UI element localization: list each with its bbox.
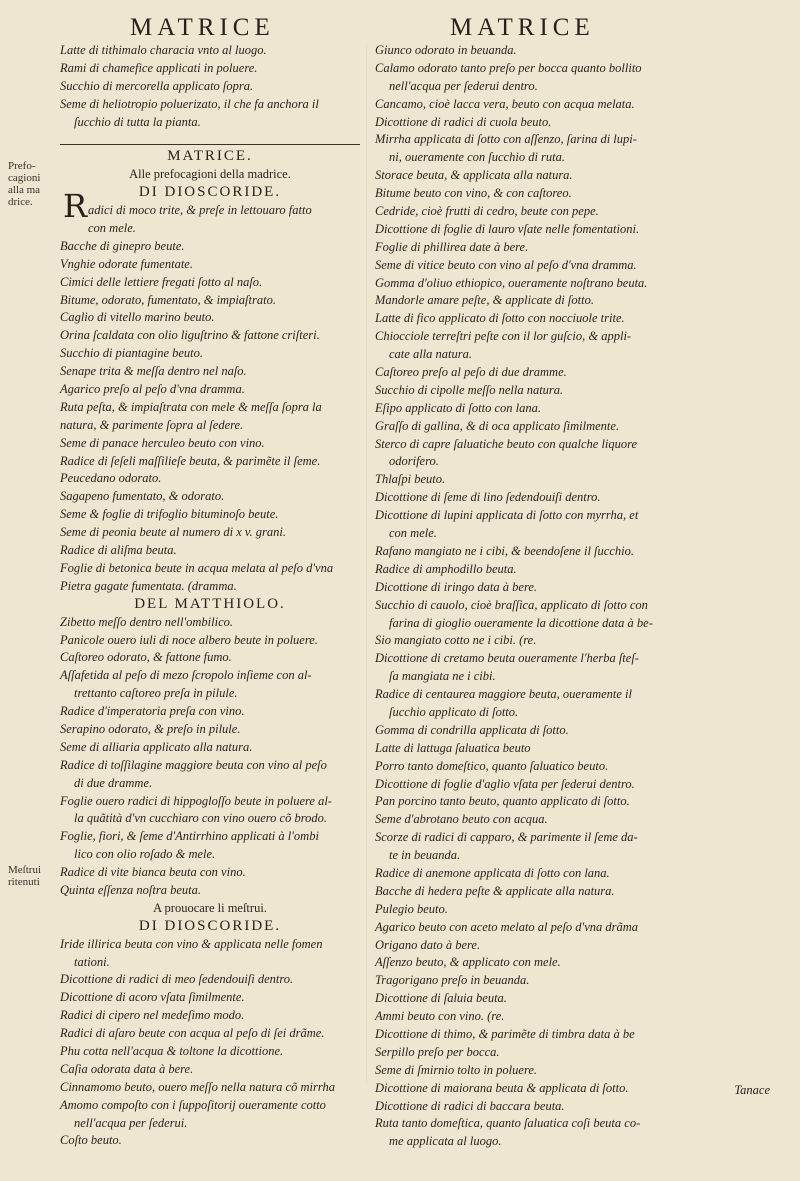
text-line: Bitume, odorato, fumentato, & impiaſtrato. [60, 292, 276, 307]
margin-note-line: Prefo- [8, 160, 36, 172]
text-line: Tragorigano preſo in beuanda. [375, 973, 530, 988]
text-line: Dicottione di lupini applicata di ſotto con myrrha, et [375, 508, 639, 523]
text-line: Pan porcino tanto beuto, quanto applicato di ſotto. [375, 794, 630, 809]
catchword: Tanace [734, 1083, 770, 1097]
text-line: con mele. [88, 221, 136, 236]
text-line: Dicottione di foglie di lauro vſate nelle fomentationi. [375, 221, 640, 236]
text-line: Bacche di hedera peſte & applicate alla natura. [375, 883, 615, 898]
text-line: Dicottione di acoro vſata ſimilmente. [60, 990, 245, 1005]
text-line: Eſipo applicato di ſotto con lana. [375, 400, 541, 415]
text-line: Foglie ouero radici di hippogloſſo beute in poluere al- [60, 793, 332, 808]
section-rule [60, 134, 360, 145]
text-line: Aſſafetida al peſo di mezo ſcropolo inſieme con al- [60, 668, 312, 683]
text-line: tationi. [74, 954, 110, 969]
text-line: Aſſenzo beuto, & applicato con mele. [375, 955, 561, 970]
text-line: odorifero. [389, 454, 439, 469]
text-line: Serpillo preſo per bocca. [375, 1044, 500, 1059]
margin-note-prefocagioni [8, 160, 40, 208]
text-line: Storace beuta, & applicata alla natura. [375, 168, 573, 183]
text-line: Coſto beuto. [60, 1133, 122, 1148]
text-line: farina di gioglio oueramente la dicottione data à be- [389, 615, 653, 630]
text-line: cate alla natura. [389, 347, 472, 362]
text-line: Radice di toſſilagine maggiore beuta con vino al peſo [60, 757, 327, 772]
text-line: Bitume beuto con vino, & con caſtoreo. [375, 186, 572, 201]
text-line: Dicottione di thimo, & parimẽte di timbra data à be [375, 1026, 635, 1041]
text-line: lico con olio roſado & mele. [74, 847, 216, 862]
text-line: Bacche di ginepro beute. [60, 238, 185, 253]
text-line: Graſſo di gallina, & di oca applicato ſimilmente. [375, 418, 620, 433]
text-line: Pulegio beuto. [375, 901, 448, 916]
text-line: Seme di heliotropio poluerizato, il che fa anchora il [60, 96, 319, 111]
text-line: Orina ſcaldata con olio liguſtrino & fattone criſteri. [60, 328, 320, 343]
section-subtitle: A prouocare li meſtrui. [153, 900, 267, 915]
text-line: Succhio di mercorella applicato ſopra. [60, 78, 254, 93]
text-line: Sio mangiato cotto ne i cibi. (re. [375, 633, 537, 648]
text-line: Mandorle amare peſte, & applicate di ſotto. [375, 293, 594, 308]
text-line: Agarico preſo al peſo d'vna dramma. [60, 382, 245, 397]
margin-note-line: drice. [8, 196, 33, 208]
text-line: Gomma di condrilla applicata di ſotto. [375, 722, 569, 737]
text-line: Calamo odorato tanto preſo per bocca quanto bollito [375, 60, 642, 75]
text-line: Scorze di radici di capparo, & parimente il ſeme da- [375, 830, 638, 845]
margin-note-mestrui [8, 864, 41, 888]
text-line: di due dramme. [74, 775, 153, 790]
source-heading: DI DIOSCORIDE. [138, 184, 282, 201]
text-line: Quinta eſſenza noſtra beuta. [60, 882, 201, 897]
text-line: Dicottione di foglie d'aglio vſata per ſederui dentro. [375, 776, 635, 791]
left-column [60, 42, 360, 1150]
text-line: Agarico beuto con aceto melato al peſo d'vna drãma [375, 919, 639, 934]
text-line: Dicottione di radici di meo ſedendouiſi dentro. [60, 972, 294, 987]
text-line: la quãtità d'vn cucchiaro con vino ouero cõ brodo. [74, 811, 327, 826]
text-line: Dicottione di ſaluia beuta. [375, 991, 507, 1006]
text-line: trettanto caſtoreo preſa in pilule. [74, 686, 238, 701]
text-line: Dicottione di ſeme di lino ſedendouiſi dentro. [375, 490, 601, 505]
text-line: Foglie di betonica beute in acqua melata al peſo d'vna [60, 560, 334, 575]
text-line: Gomma d'oliuo ethiopico, oueramente noſtrano beuta. [375, 275, 648, 290]
column-gutter [366, 44, 367, 1084]
text-line: Seme di peonia beute al numero di x v. grani. [60, 525, 286, 540]
running-head-left: MATRICE [130, 14, 275, 41]
text-line: Cedride, cioè frutti di cedro, beute con pepe. [375, 204, 599, 219]
text-line: Sagapeno fumentato, & odorato. [60, 489, 225, 504]
text-line: Sterco di capre ſaluatiche beuto con qualche liquore [375, 436, 638, 451]
text-line: Dicottione di radici di cuola beuto. [375, 114, 552, 129]
text-line: ſa mangiata ne i cibi. [389, 669, 496, 684]
text-line: te in beuanda. [389, 848, 461, 863]
text-line: Zibetto meſſo dentro nell'ombilico. [60, 614, 234, 629]
text-line: Iride illirica beuta con vino & applicata nelle fomen [60, 936, 323, 951]
text-line: Seme di ſmirnio tolto in poluere. [375, 1062, 538, 1077]
text-line: Ruta peſta, & impiaſtrata con mele & meſſa ſopra la [60, 399, 322, 414]
text-line: Pietra gagate fumentata. (dramma. [60, 578, 237, 593]
text-line: Succhio di piantagine beuto. [60, 346, 204, 361]
text-line: nell'acqua per ſederui. [74, 1115, 188, 1130]
text-line: Cinnamomo beuto, ouero meſſo nella natura cõ mirrha [60, 1079, 335, 1094]
text-line: Origano dato à bere. [375, 937, 481, 952]
text-line: Seme & foglie di trifoglio bituminoſo beute. [60, 507, 279, 522]
text-line: con mele. [389, 526, 437, 541]
text-line: nell'acqua per ſederui dentro. [389, 78, 538, 93]
text-line: Thlaſpi beuto. [375, 472, 446, 487]
margin-note-line: alla ma [8, 184, 41, 196]
text-line: Serapino odorato, & preſo in pilule. [60, 721, 241, 736]
text-line: Radice di amphodillo beuta. [375, 561, 517, 576]
text-line: Senape trita & meſſa dentro nel naſo. [60, 364, 247, 379]
text-line: Chiocciole terreſtri peſte con il lor guſcio, & appli- [375, 329, 632, 344]
text-line: Seme d'abrotano beuto con acqua. [375, 812, 548, 827]
text-line: Foglie, fiori, & ſeme d'Antirrhino applicati à l'ombi [60, 829, 319, 844]
text-line: Giunco odorato in beuanda. [375, 43, 517, 57]
text-line: ni, oueramente con ſucchio di ruta. [389, 150, 566, 165]
source-heading: DI DIOSCORIDE. [138, 917, 282, 934]
text-line: ſucchio applicato di ſotto. [389, 704, 519, 719]
margin-note-line: ritenuti [8, 876, 40, 888]
text-line: Caſia odorata data à bere. [60, 1061, 194, 1076]
text-line: Seme di alliaria applicato alla natura. [60, 739, 253, 754]
text-line: adici di moco trite, & preſe in lettouaro fatto [88, 203, 312, 218]
text-line: Radice di ſeſeli maſſilieſe beuta, & parimẽte il ſeme. [60, 453, 321, 468]
margin-note-line: Meſtrui [8, 864, 41, 876]
text-line: Succhio di cauolo, cioè braſſica, applicato di ſotto con [375, 597, 648, 612]
text-line: Radici di cipero nel medeſimo modo. [60, 1008, 245, 1023]
text-line: Rafano mangiato ne i cibi, & beendoſene il ſucchio. [375, 543, 634, 558]
text-line: Succhio di cipolle meſſo nella natura. [375, 382, 564, 397]
section-subtitle: Alle prefocagioni della madrice. [129, 167, 291, 182]
drop-cap: R [63, 187, 88, 225]
text-line: Ruta tanto domeſtica, quanto ſaluatica coſi beuta co- [375, 1116, 641, 1131]
source-heading: DEL MATTHIOLO. [134, 595, 286, 612]
text-line: Rami di chamefice applicati in poluere. [60, 60, 258, 75]
text-line: Seme di vitice beuto con vino al peſo d'vna dramma. [375, 257, 637, 272]
text-line: natura, & parimente ſopra al ſedere. [60, 417, 244, 432]
text-line: Radici di aſaro beute con acqua al peſo di ſei drãme. [60, 1026, 325, 1041]
section-title: MATRICE. [167, 148, 253, 165]
text-line: Amomo compoſto con i ſuppoſitorij oueramente cotto [60, 1097, 326, 1112]
text-line: Dicottione di iringo data à bere. [375, 579, 538, 594]
text-line: Radice d'imperatoria preſa con vino. [60, 704, 245, 719]
text-line: Phu cotta nell'acqua & toltone la dicottione. [60, 1043, 284, 1058]
text-line: Panicole ouero iuli di noce albero beute in poluere. [60, 632, 318, 647]
text-line: Peucedano odorato. [60, 471, 162, 486]
running-head-right: MATRICE [450, 14, 595, 41]
right-column [375, 42, 663, 1151]
text-line: Radice di aliſma beuta. [60, 543, 177, 558]
text-line: Porro tanto domeſtico, quanto ſaluatico beuto. [375, 758, 609, 773]
text-line: Caglio di vitello marino beuto. [60, 310, 215, 325]
text-line: Latte di lattuga ſaluatica beuto [375, 740, 531, 755]
text-line: Mirrha applicata di ſotto con aſſenzo, ſarina di lupi- [375, 132, 637, 147]
text-line: Caſtoreo preſo al peſo di due dramme. [375, 365, 567, 380]
margin-note-line: cagioni [8, 172, 41, 184]
text-line: Dicottione di radici di baccara beuta. [375, 1098, 565, 1113]
text-line: Radice di anemone applicata di ſotto con lana. [375, 865, 610, 880]
text-line: Radice di vite bianca beuta con vino. [60, 865, 246, 880]
text-line: me applicata al luogo. [389, 1134, 502, 1149]
text-line: Radice di centaurea maggiore beuta, oueramente il [375, 687, 632, 702]
text-line: Dicottione di cretamo beuta oueramente l'herba ſteſ- [375, 651, 639, 666]
text-line: Latte di fico applicato di ſotto con nocciuole trite. [375, 311, 625, 326]
text-line: Vnghie odorate fumentate. [60, 256, 193, 271]
text-line: Seme di panace herculeo beuto con vino. [60, 435, 265, 450]
text-line: Dicottione di maiorana beuta & applicata di ſotto. [375, 1080, 629, 1095]
text-line: Latte di tithimalo characia vnto al luogo. [60, 43, 267, 57]
text-line: Ammi beuto con vino. (re. [375, 1009, 505, 1024]
text-line: Foglie di phillirea date à bere. [375, 239, 529, 254]
text-line: Caſtoreo odorato, & fattone fumo. [60, 650, 232, 665]
text-line: Cimici delle lettiere fregati ſotto al naſo. [60, 274, 263, 289]
text-line: Cancamo, cioè lacca vera, beuto con acqua melata. [375, 96, 635, 111]
text-line: ſucchio di tutta la pianta. [74, 114, 201, 129]
